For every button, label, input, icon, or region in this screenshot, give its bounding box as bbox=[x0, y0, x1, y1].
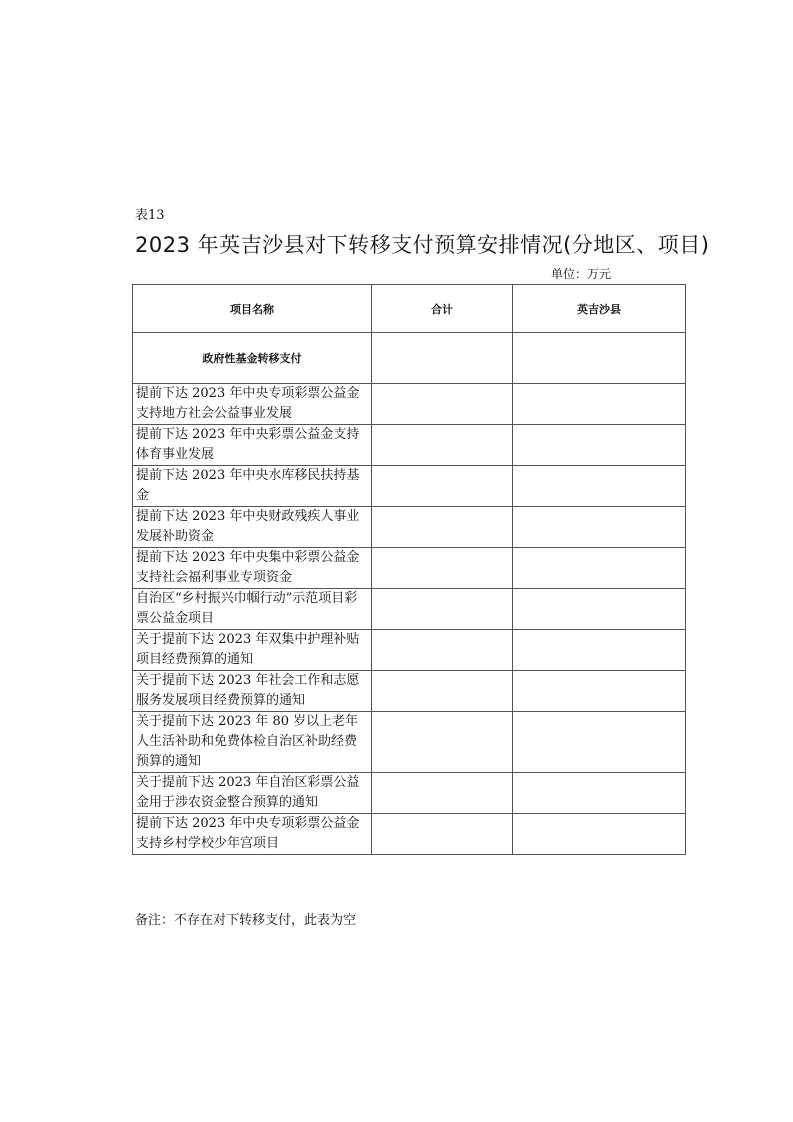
row-total bbox=[372, 671, 513, 712]
row-county bbox=[513, 589, 686, 630]
row-name: 提前下达 2023 年中央专项彩票公益金支持地方社会公益事业发展 bbox=[133, 384, 372, 425]
page-title: 2023 年英吉沙县对下转移支付预算安排情况(分地区、项目) bbox=[135, 233, 710, 257]
table-row bbox=[133, 466, 686, 507]
row-total bbox=[372, 814, 513, 855]
section-county bbox=[513, 333, 686, 384]
row-county bbox=[513, 630, 686, 671]
unit-label: 单位：万元 bbox=[551, 267, 612, 281]
table-row bbox=[133, 589, 686, 630]
row-county bbox=[513, 814, 686, 855]
row-county bbox=[513, 466, 686, 507]
row-name: 提前下达 2023 年中央集中彩票公益金支持社会福利事业专项资金 bbox=[133, 548, 372, 589]
row-total bbox=[372, 712, 513, 773]
header-row bbox=[133, 285, 686, 333]
row-name: 关于提前下达 2023 年社会工作和志愿服务发展项目经费预算的通知 bbox=[133, 671, 372, 712]
row-name: 提前下达 2023 年中央彩票公益金支持体育事业发展 bbox=[133, 425, 372, 466]
header-county: 英吉沙县 bbox=[513, 285, 686, 333]
section-row bbox=[133, 333, 686, 384]
table-row bbox=[133, 773, 686, 814]
header-total: 合计 bbox=[372, 285, 513, 333]
row-total bbox=[372, 589, 513, 630]
row-total bbox=[372, 773, 513, 814]
row-county bbox=[513, 773, 686, 814]
table-label: 表13 bbox=[135, 208, 165, 223]
table-row bbox=[133, 814, 686, 855]
table-row bbox=[133, 384, 686, 425]
table-row bbox=[133, 630, 686, 671]
row-name: 提前下达 2023 年中央专项彩票公益金支持乡村学校少年宫项目 bbox=[133, 814, 372, 855]
footnote: 备注：不存在对下转移支付，此表为空 bbox=[135, 913, 357, 928]
row-total bbox=[372, 548, 513, 589]
table-row bbox=[133, 671, 686, 712]
row-total bbox=[372, 466, 513, 507]
row-county bbox=[513, 548, 686, 589]
section-label: 政府性基金转移支付 bbox=[133, 333, 372, 384]
row-name: 关于提前下达 2023 年双集中护理补贴项目经费预算的通知 bbox=[133, 630, 372, 671]
row-name: 提前下达 2023 年中央水库移民扶持基金 bbox=[133, 466, 372, 507]
row-county bbox=[513, 384, 686, 425]
row-county bbox=[513, 507, 686, 548]
table-row bbox=[133, 712, 686, 773]
table-row bbox=[133, 507, 686, 548]
row-county bbox=[513, 425, 686, 466]
row-total bbox=[372, 507, 513, 548]
table-row bbox=[133, 548, 686, 589]
row-total bbox=[372, 425, 513, 466]
row-name: 自治区“乡村振兴巾帼行动”示范项目彩票公益金项目 bbox=[133, 589, 372, 630]
row-name: 关于提前下达 2023 年自治区彩票公益金用于涉农资金整合预算的通知 bbox=[133, 773, 372, 814]
budget-table bbox=[132, 284, 686, 855]
table-row bbox=[133, 425, 686, 466]
row-county bbox=[513, 671, 686, 712]
row-name: 关于提前下达 2023 年 80 岁以上老年人生活补助和免费体检自治区补助经费预算的通知 bbox=[133, 712, 372, 773]
row-name: 提前下达 2023 年中央财政残疾人事业发展补助资金 bbox=[133, 507, 372, 548]
header-item-name: 项目名称 bbox=[133, 285, 372, 333]
section-total bbox=[372, 333, 513, 384]
row-county bbox=[513, 712, 686, 773]
row-total bbox=[372, 630, 513, 671]
row-total bbox=[372, 384, 513, 425]
